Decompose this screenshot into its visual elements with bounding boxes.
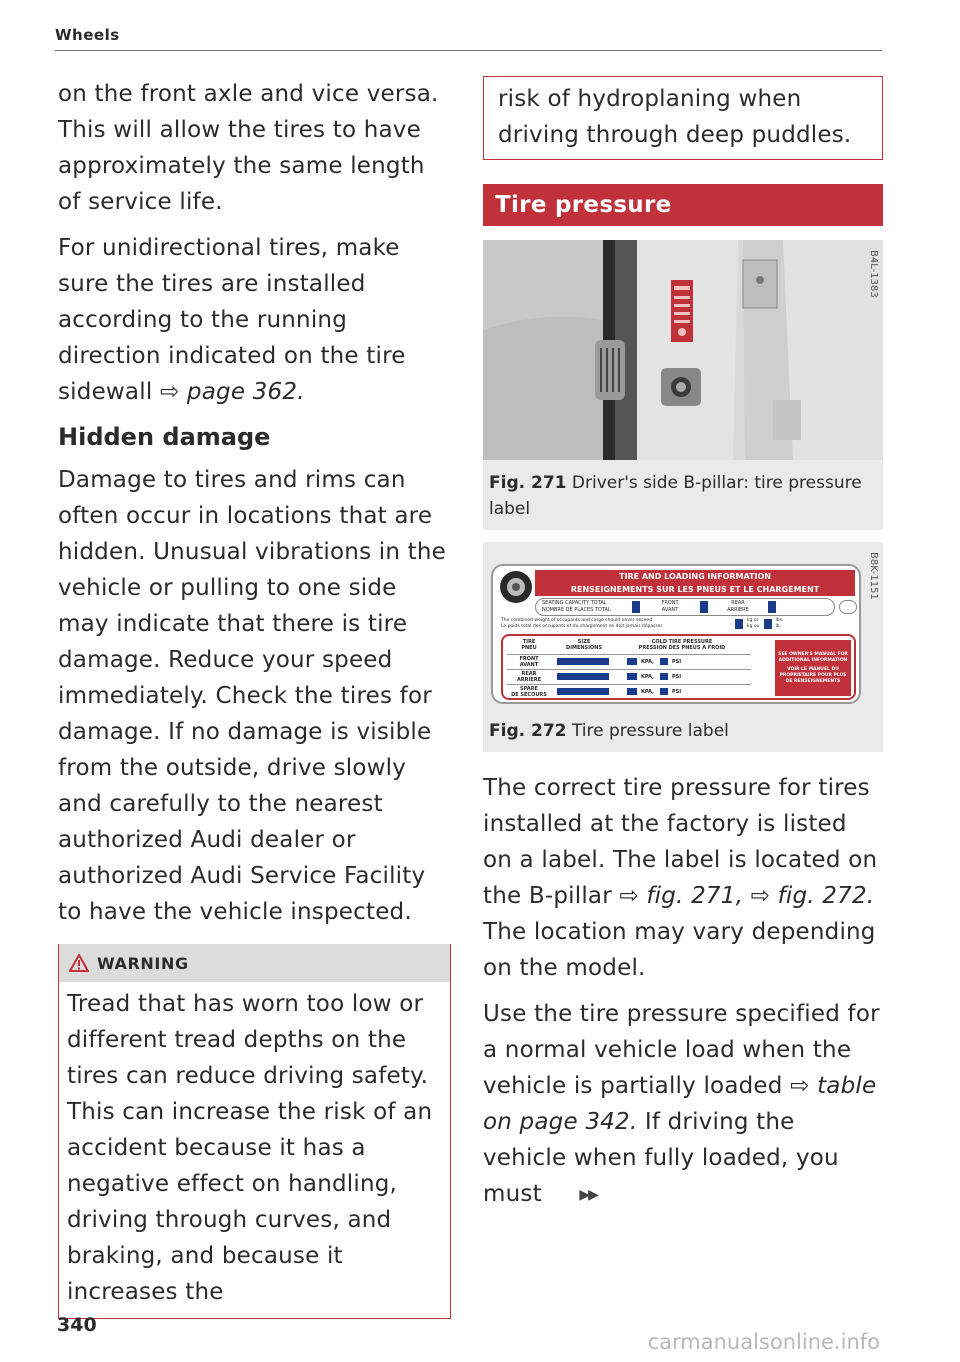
tire-icon [499, 570, 533, 604]
label-title-fr: RENSEIGNEMENTS SUR LES PNEUS ET LE CHARGEMENT [570, 585, 820, 594]
label-location-text: The correct tire pressure for tires installed at the factory is listed on a label. The label is located on the B-pillar [483, 775, 878, 909]
combined-weight-row [501, 618, 851, 630]
vehicle-load-tail: If driving the vehicle when fully loaded, you must [483, 1109, 839, 1207]
row-spare-kpa: KPA, [641, 688, 654, 695]
row-spare-psi: PSI [671, 688, 682, 695]
continue-arrow-icon: ▶▶ [579, 1186, 597, 1203]
row-front-fr: AVANT [519, 661, 539, 668]
figure-271-label: Fig. 271 [489, 473, 567, 493]
left-column [58, 76, 453, 1319]
pressure-table [501, 634, 856, 700]
warning-box [58, 944, 451, 1319]
unidirectional-text: For unidirectional tires, make sure the tires are installed according to the running direction indicated on the tire sidewall [58, 235, 406, 405]
section-title-tire-pressure: Tire pressure [483, 184, 883, 226]
kg-en: kg or [747, 618, 759, 623]
row-front-psi: PSI [671, 658, 682, 665]
seating-front-box [700, 601, 708, 613]
paragraph-tire-pressure-label [483, 770, 883, 986]
row-rear-psi: PSI [671, 673, 682, 680]
rear-en: REAR [731, 600, 745, 606]
page-362-link[interactable]: ⇨ page 362. [159, 379, 305, 405]
figure-272-caption-text: Tire pressure label [571, 721, 729, 741]
col-cold-en: COLD TIRE PRESSURE [651, 639, 713, 645]
warning-continuation-box [483, 76, 883, 160]
tire-info-label [491, 564, 861, 704]
seating-row [535, 598, 835, 616]
combined-en: The combined weight of occupants and cargo should never exceed [501, 618, 653, 623]
figure-links[interactable]: ⇨ fig. 271, ⇨ fig. 272. [619, 883, 875, 909]
see-manual-en: SEE OWNER'S MANUAL FOR ADDITIONAL INFORMATION [778, 651, 848, 663]
seating-fr: NOMBRE DE PLACES TOTAL [542, 607, 611, 613]
b-pillar-illustration [483, 240, 883, 464]
figure-271-caption-text: Driver's side B-pillar: tire pressure label [489, 473, 862, 519]
row-front-kpa: KPA, [641, 658, 654, 665]
row-front-en: FRONT [519, 655, 539, 662]
warning-body [59, 982, 450, 1318]
kg-fr: kg ou [747, 624, 760, 629]
seating-rear-box [768, 601, 776, 613]
warning-continuation-text: risk of hydroplaning when driving through deep puddles. [498, 86, 852, 148]
warning-text: Tread that has worn too low or different tread depths on the tires can reduce driving safety. This can increase the risk of an accident because it has a negative effect on handling, driving through curves, and braking, and because it increases the [67, 991, 433, 1305]
header-rule [55, 50, 882, 51]
tire-label-illustration [483, 542, 883, 712]
right-column [483, 76, 883, 1213]
figure-271-caption [483, 464, 883, 530]
row-rear [507, 669, 751, 683]
lb-fr: lb. [775, 624, 782, 629]
warning-header [59, 944, 450, 982]
figure-271 [483, 240, 883, 530]
figure-272-caption [483, 712, 883, 752]
running-header: Wheels [55, 26, 120, 44]
front-fr: AVANT [661, 607, 679, 613]
see-manual-fr: VOIR LE MANUEL DU PROPRIETAIRE POUR PLUS DE RENSEIGNEMENTS [779, 666, 847, 684]
label-title-en: TIRE AND LOADING INFORMATION [619, 572, 771, 581]
col-tire-fr: PNEU [521, 645, 537, 651]
paragraph-front-axle: on the front axle and vice versa. This will allow the tires to have approximately the same length of service life. [58, 81, 439, 215]
row-rear-en: REAR [521, 670, 537, 677]
figure-272 [483, 542, 883, 752]
b-pillar-drawing [483, 240, 883, 460]
table-page-342-link[interactable]: ⇨ table on page 342. [483, 1073, 877, 1135]
figure-272-id: B8K-1151 [868, 552, 879, 600]
label-badge [839, 600, 857, 614]
seating-total-box [632, 601, 640, 613]
row-rear-kpa: KPA, [641, 673, 654, 680]
lbs-en: lbs. [775, 618, 784, 623]
row-spare-fr: DE SECOURS [511, 691, 547, 698]
warning-triangle-icon [69, 954, 89, 972]
page-number: 340 [57, 1314, 97, 1336]
rear-fr: ARRIERE [727, 607, 749, 613]
row-spare-en: SPARE [520, 685, 538, 692]
see-manual-block [775, 640, 851, 696]
row-rear-fr: ARRIERE [516, 676, 542, 683]
seating-en: SEATING CAPACITY TOTAL [542, 600, 607, 606]
vehicle-load-text: Use the tire pressure specified for a normal vehicle load when the vehicle is partially loaded [483, 1001, 880, 1099]
col-size-fr: DIMENSIONS [565, 645, 603, 651]
hidden-damage-heading: Hidden damage [58, 423, 271, 451]
paragraph-hidden-damage: Damage to tires and rims can often occur in locations that are hidden. Unusual vibrations in the vehicle or pulling to one side may indicate that there is tire damage. Reduce your speed immediately. Check the tires for damage. If no damage is visible from the outside, drive slowly and carefully to the nearest authorized Audi dealer or authorized Audi Service Facility to have the vehicle inspected. [58, 467, 446, 925]
front-en: FRONT [661, 600, 679, 606]
row-spare [507, 684, 751, 698]
figure-272-label: Fig. 272 [489, 721, 567, 741]
label-location-tail: The location may vary depending on the model. [483, 919, 876, 981]
warning-title: WARNING [97, 953, 189, 973]
row-front [507, 654, 751, 668]
figure-271-id: B4L-1383 [868, 250, 879, 298]
col-cold-fr: PRESSION DES PNEUS A FROID [638, 645, 726, 651]
combined-fr: Le poids total des occupants et du chargement ne doit jamais dépasser [501, 624, 663, 629]
paragraph-unidirectional [58, 230, 453, 410]
col-tire-en: TIRE [522, 639, 536, 645]
col-size-en: SIZE [577, 639, 591, 645]
label-title-bar [535, 570, 855, 596]
paragraph-vehicle-load [483, 996, 883, 1213]
watermark: carmanualsonline.info [647, 1330, 880, 1354]
